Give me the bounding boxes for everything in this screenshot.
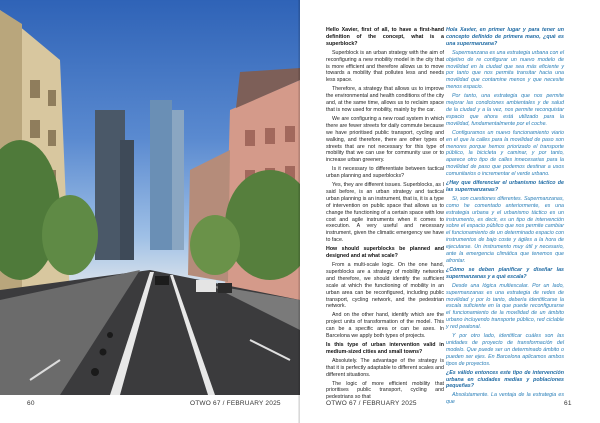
interview-paragraph: Y por otro lado, identificar cuáles son las unidades de proyecto de transformación del modelo. Que puede ser un determinado ámbito o pueden ser ejes. En Barcelona aplicamos ambos tipos de proyectos. [446, 333, 564, 367]
interview-paragraph: Therefore, a strategy that allows us to improve the environmental and health conditions of the city and, at the same time, allows us to reclaim space that is now used for mobility, mainly by the car. [326, 86, 444, 113]
interview-paragraph: Superblock is an urban strategy with the aim of reconfiguring a new mobility model in the city that is more efficient and therefore allows us to move towards a mobility that pollutes less and needs less space. [326, 49, 444, 84]
interview-paragraph: We are configuring a new road system in which there are fewer streets for daily commute because we have prioritised public transport, cycling and walking, and therefore, there are other types of streets that are not necessary for this type of mobility that we can use for community use or to increase urban greenery. [326, 115, 444, 164]
magazine-issue-right: OTWO 67 / FEBRUARY 2025 [326, 400, 417, 407]
interview-question: Is this type of urban intervention valid in medium-sized cities and small towns? [326, 341, 444, 355]
street-photo [0, 0, 300, 395]
interview-paragraph: Absolutamente. La ventaja de la estrategia es que [446, 392, 564, 406]
interview-paragraph: Si, son cuestiones diferentes. Supermanzanas, como he comentado anteriormente, es una estrategia urbana y el urbanismo táctico es un instrumento, es decir, es un tipo de intervención sobre el espacio público que nos permite cambiar el funcionamiento de un determinado espacio con instrumentos de bajo coste y ágiles a la hora de ejecutarse. Un instrumento muy útil y necesario, ante la emergencia climática que tenemos que afrontar. [446, 195, 564, 264]
street-scene-illustration [0, 0, 300, 395]
interview-question: How should superblocks be planned and designed and at what scale? [326, 246, 444, 260]
page-number-right: 61 [564, 400, 572, 407]
interview-question: Hello Xavier, first of all, to have a first-hand definition of the concept, what is a superblock? [326, 27, 444, 47]
interview-question: ¿Es válido entonces este tipo de intervención urbana en ciudades medias y poblaciones pequeñas? [446, 369, 564, 390]
interview-paragraph: From a multi-scale logic. On the one hand, superblocks are a strategy of mobility networks and therefore, we should identify the sufficient scale at which the functioning of mobility in an urban area can be reconfigured, including public transport, cycling network, and the pedestrian network. [326, 262, 444, 310]
interview-question: ¿Hay que diferenciar el urbanismo táctico de las supermanzanas? [446, 180, 564, 193]
right-page [300, 0, 600, 423]
interview-paragraph: And on the other hand, identify which are the project units of transformation of the model. This can be a specific area or can be axes. In Barcelona we apply both types of projects. [326, 312, 444, 340]
magazine-issue-left: OTWO 67 / FEBRUARY 2025 [190, 400, 281, 407]
page-number-left: 60 [27, 400, 35, 407]
interview-paragraph: Supermanzana es una estrategia urbana con el objetivo de re configurar un nuevo modelo de movilidad en la ciudad que sea más eficiente y por tanto que nos permita transitar hacia una movilidad que contamine menos y que necesite menos espacio. [446, 49, 564, 91]
interview-question: Hola Xavier, en primer lugar y para tener un concepto definido de primera mano, ¿qué es una supermanzana? [446, 27, 564, 47]
interview-paragraph: Is it necessary to differentiate between tactical urban planning and superblocks? [326, 166, 444, 180]
interview-paragraph: Configuramos un nuevo funcionamiento viario en el que la calles para la movilidad de paso son menores porque hemos priorizado el transporte público, la bicicleta y caminar, y por tanto, aparece otro tipo de calles innecesarias para la movilidad de paso que podemos destinar a usos comunitarios o incrementar el verde urbano. [446, 129, 564, 178]
interview-question: ¿Cómo se deben planificar y diseñar las supermanzanas y a qué escala? [446, 266, 564, 280]
english-column [326, 26, 444, 401]
interview-paragraph: Desde una lógica multiescalar. Por un lado, supermanzanas es una estrategia de redes de movilidad y por lo tanto, debería identificarse la escala suficiente en la que puede reconfigurarse el funcionamiento de la movilidad de un ámbito urbano incluyendo transporte público, red ciclable y red peatonal. [446, 282, 564, 331]
interview-paragraph: Por tanto, una estrategia que nos permite mejorar las condiciones ambientales y de salud de la ciudad y a la vez, nos permite reconquistar espacio que ahora está utilizado para la movilidad, fundamentalmente por el coche. [446, 93, 564, 127]
interview-paragraph: Absolutely. The advantage of the strategy is that it is perfectly adaptable to different scales and different situations. [326, 357, 444, 378]
interview-paragraph: Yes, they are different issues. Superblocks, as I said before, is an urban strategy and tactical urban planning is an instrument, that is, it is a type of intervention on public space that allows us to change the functioning of a certain space with low cost and agile instruments when it comes to execution. A very useful and necessary instrument, given the climatic emergency we have to face. [326, 182, 444, 244]
spanish-column [446, 26, 564, 406]
interview-paragraph: The logic of more efficient mobility that prioritises public transport, cycling and pedestrians so that [326, 380, 444, 401]
